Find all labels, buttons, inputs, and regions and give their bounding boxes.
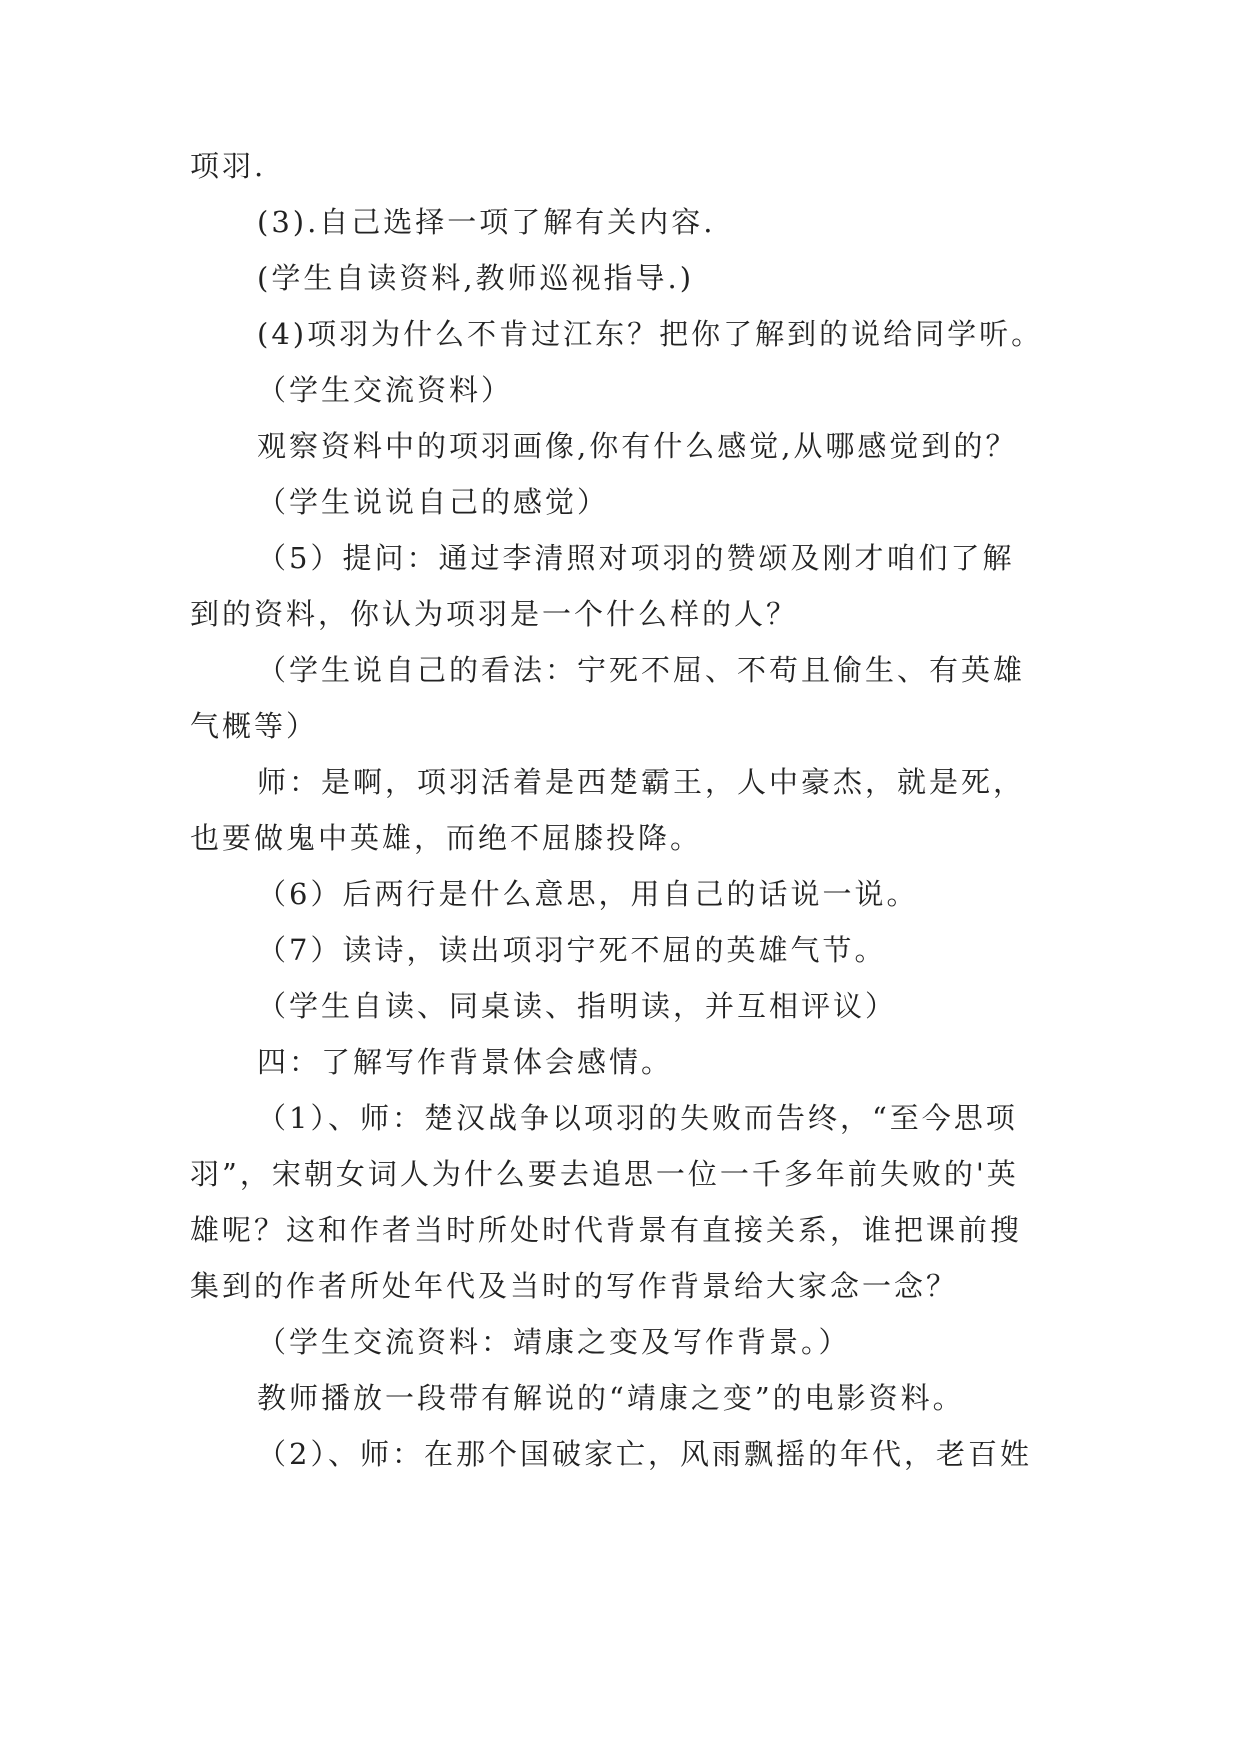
text-line: 四：了解写作背景体会感情。 [257, 1045, 674, 1079]
text-line: （5）提问：通过李清照对项羽的赞颂及刚才咱们了解 [257, 541, 1015, 575]
text-line: 项羽. [190, 149, 267, 183]
text-line: 观察资料中的项羽画像,你有什么感觉,从哪感觉到的？ [257, 429, 1018, 463]
text-line: （学生交流资料：靖康之变及写作背景。） [257, 1325, 851, 1359]
text-line: 教师播放一段带有解说的“靖康之变”的电影资料。 [257, 1381, 965, 1415]
text-line: 集到的作者所处年代及当时的写作背景给大家念一念？ [190, 1269, 959, 1303]
text-line: (学生自读资料,教师巡视指导.) [257, 261, 695, 295]
text-line: (3).自己选择一项了解有关内容. [257, 205, 716, 239]
text-line: （学生自读、同桌读、指明读，并互相评议） [257, 989, 898, 1023]
text-line: （学生说自己的看法：宁死不屈、不苟且偷生、有英雄 [257, 653, 1026, 687]
text-line: 师：是啊，项羽活着是西楚霸王，人中豪杰，就是死， [257, 765, 1026, 799]
text-line: （学生交流资料） [257, 373, 514, 407]
text-line: （学生说说自己的感觉） [257, 485, 610, 519]
text-line: 羽”，宋朝女词人为什么要去追思一位一千多年前失败的'英 [190, 1157, 1019, 1191]
text-line: （7）读诗，读出项羽宁死不屈的英雄气节。 [257, 933, 887, 967]
text-line: （1）、师：楚汉战争以项羽的失败而告终，“至今思项 [257, 1101, 1018, 1135]
text-line: 也要做鬼中英雄，而绝不屈膝投降。 [190, 821, 703, 855]
text-line: 到的资料，你认为项羽是一个什么样的人？ [190, 597, 799, 631]
text-line: （2）、师：在那个国破家亡，风雨飘摇的年代，老百姓 [257, 1437, 1032, 1471]
text-line: （6）后两行是什么意思，用自己的话说一说。 [257, 877, 919, 911]
text-line: 雄呢？这和作者当时所处时代背景有直接关系，谁把课前搜 [190, 1213, 1023, 1247]
text-line: 气概等） [190, 709, 319, 743]
text-line: (4)项羽为什么不肯过江东？把你了解到的说给同学听。 [257, 317, 1044, 351]
